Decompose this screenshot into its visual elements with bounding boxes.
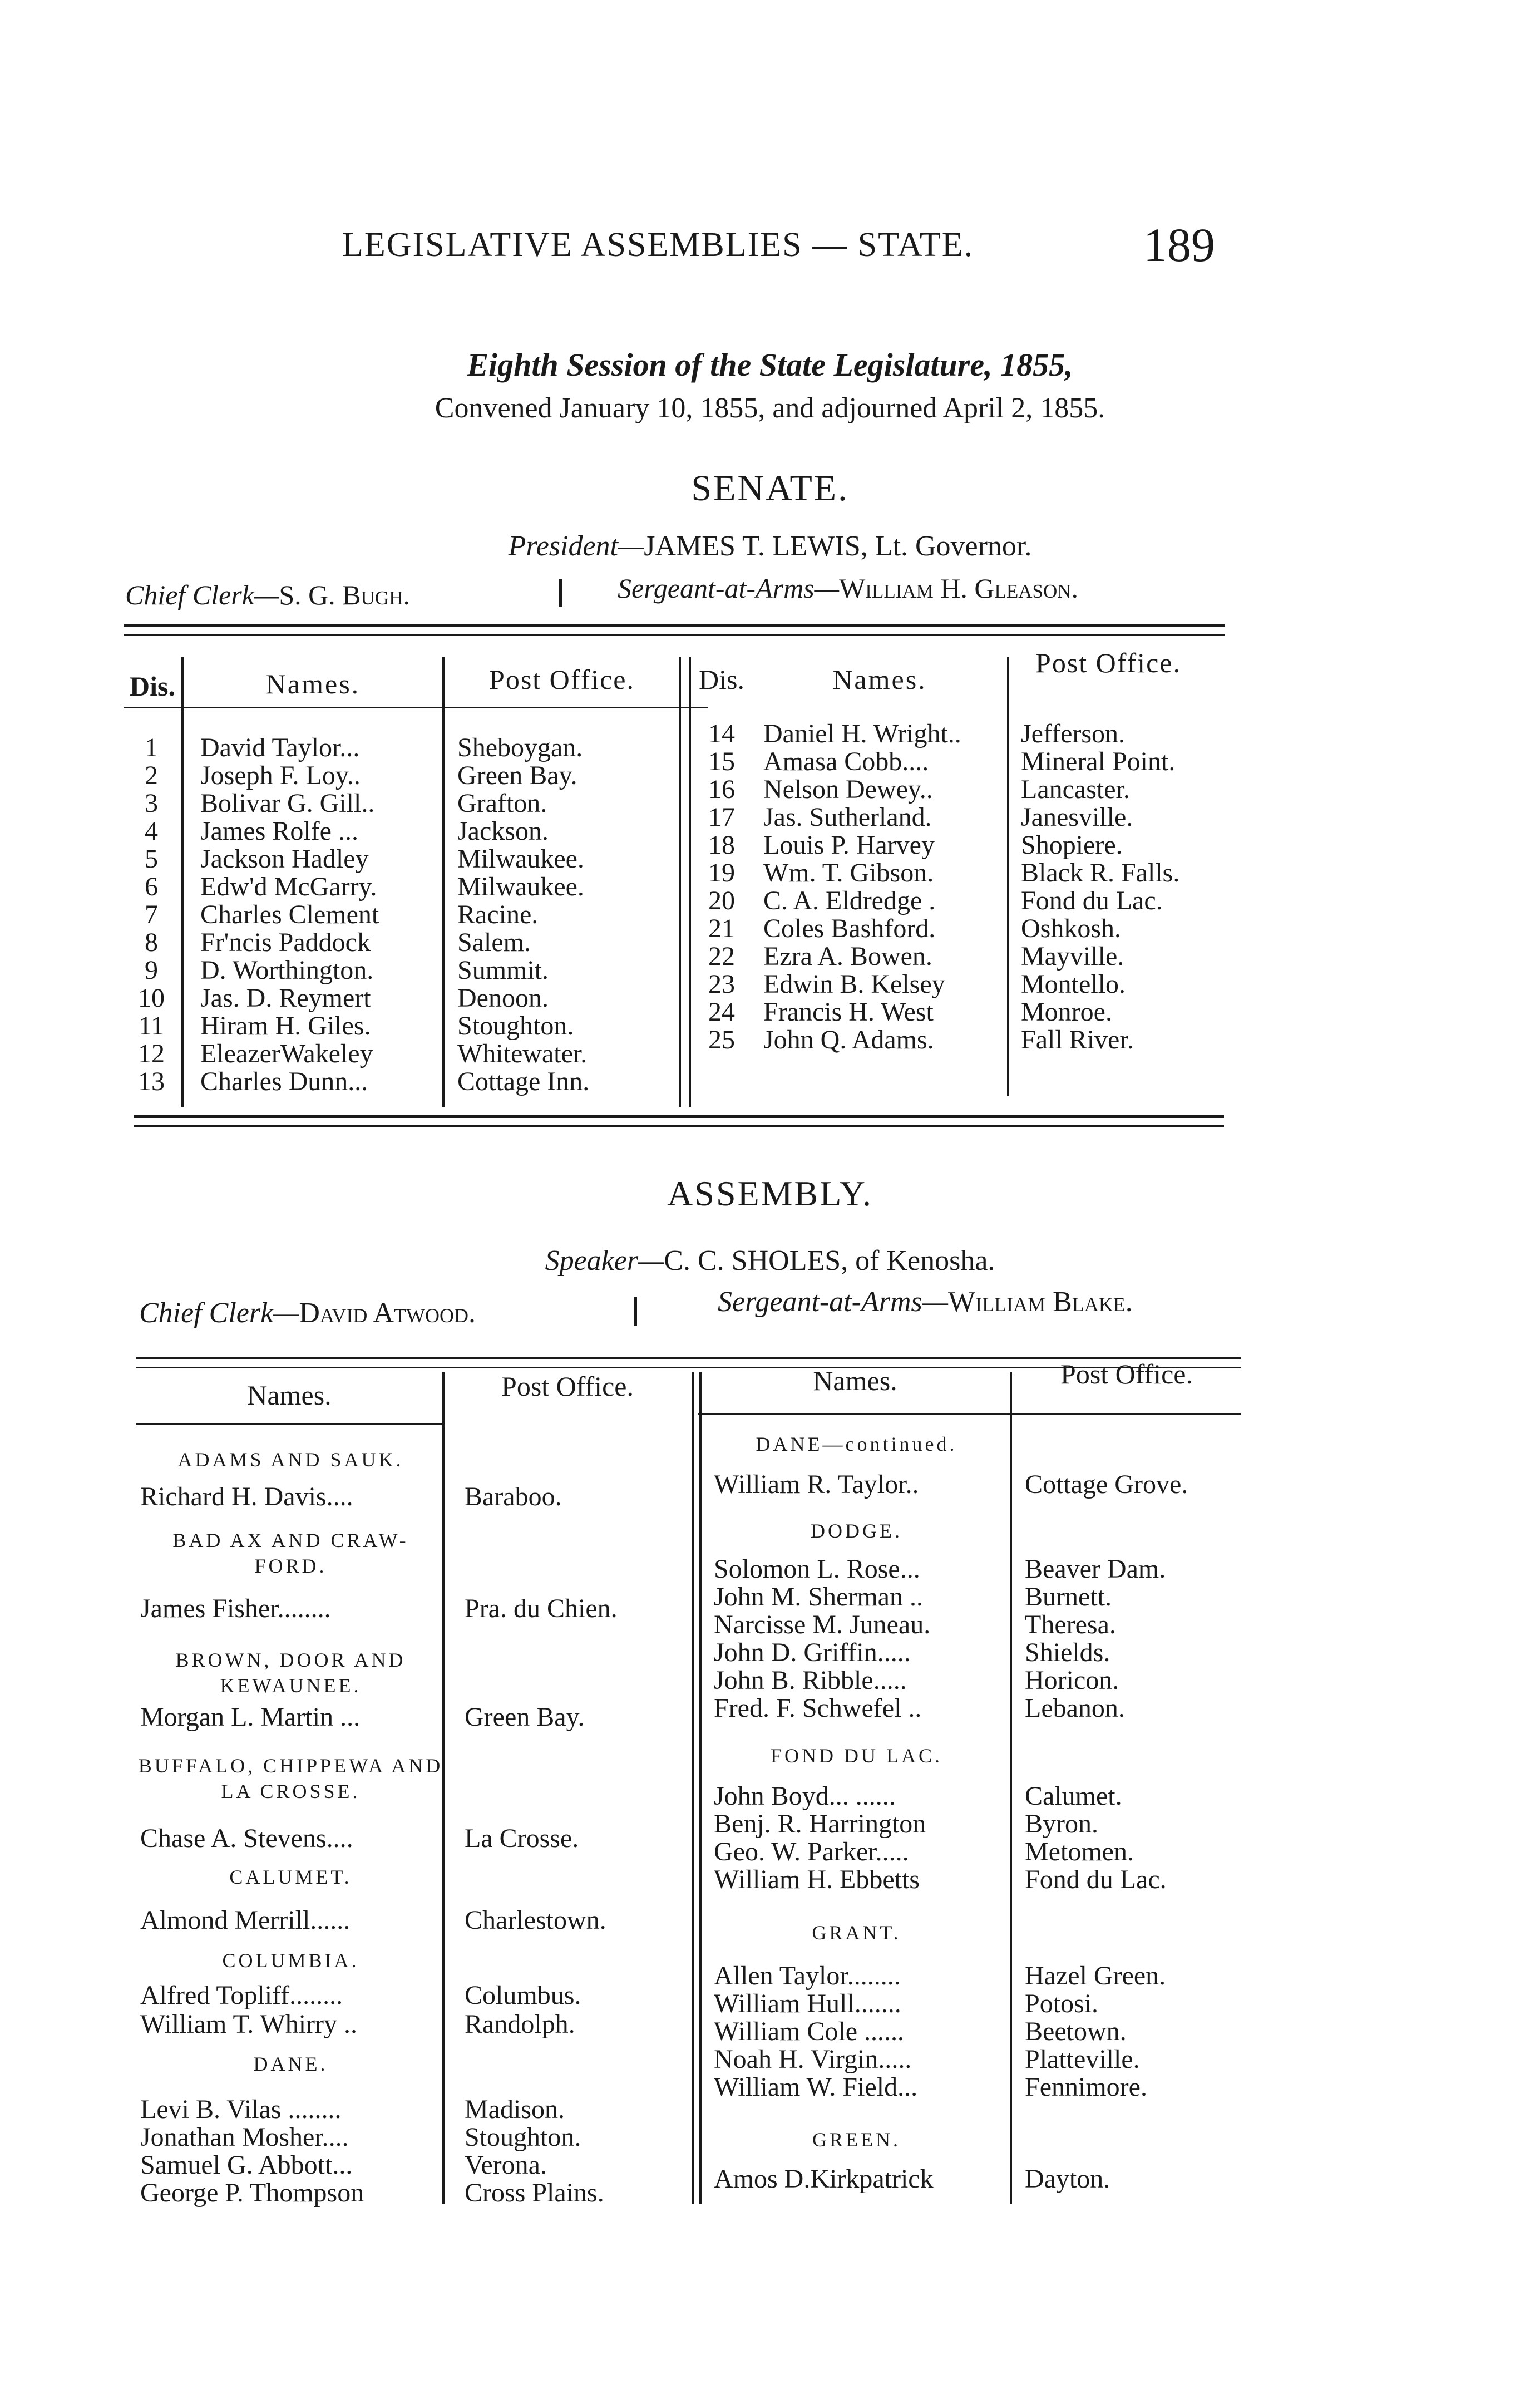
senate-post-office: Montello. <box>1021 969 1126 999</box>
senate-post-office: Denoon. <box>457 983 549 1013</box>
senate-district-number: 22 <box>708 942 735 971</box>
assembly-member-name: Fred. F. Schwefel .. <box>714 1693 922 1723</box>
assembly-post-office: Metomen. <box>1025 1837 1134 1866</box>
assembly-post-office: Green Bay. <box>465 1702 585 1732</box>
county-section-header: GRANT. <box>812 1922 901 1944</box>
senate-col-line-1 <box>181 657 184 1107</box>
assembly-member-name: John D. Griffin..... <box>714 1638 911 1667</box>
senate-bottom-rule-1 <box>134 1115 1224 1118</box>
assembly-col-names-2: Names. <box>813 1365 897 1396</box>
senate-district-number: 10 <box>138 983 165 1013</box>
senate-post-office: Racine. <box>457 900 539 929</box>
senate-post-office: Fall River. <box>1021 1025 1134 1055</box>
session-title: Eighth Session of the State Legislature, 1855, <box>467 347 1073 383</box>
assembly-post-office: Columbus. <box>465 1981 581 2010</box>
senate-district-number: 18 <box>708 830 735 860</box>
county-section-header: ADAMS AND SAUK. <box>177 1449 404 1471</box>
senate-post-office: Mineral Point. <box>1021 747 1176 776</box>
assembly-post-office: Calumet. <box>1025 1781 1122 1811</box>
senate-member-name: John Q. Adams. <box>763 1025 934 1055</box>
senate-post-office: Grafton. <box>457 789 547 818</box>
assembly-post-office: Byron. <box>1025 1809 1098 1839</box>
senate-president-line <box>0 530 1540 563</box>
assembly-heading: ASSEMBLY. <box>667 1174 873 1213</box>
assembly-sergeant-label: Sergeant-at-Arms— <box>718 1286 949 1318</box>
assembly-member-name: Narcisse M. Juneau. <box>714 1610 931 1639</box>
senate-col-post-2: Post Office. <box>1035 647 1181 678</box>
senate-post-office: Milwaukee. <box>457 844 584 874</box>
senate-member-name: D. Worthington. <box>200 955 374 985</box>
assembly-col-line-2 <box>692 1372 694 2204</box>
assembly-member-name: Amos D.Kirkpatrick <box>714 2164 934 2194</box>
county-section-header: COLUMBIA. <box>222 1949 359 1972</box>
session-dates: Convened January 10, 1855, and adjourned April 2, 1855. <box>435 392 1105 424</box>
senate-post-office: Black R. Falls. <box>1021 858 1180 888</box>
assembly-post-office: Madison. <box>465 2095 565 2124</box>
assembly-col-line-4 <box>1010 1372 1012 2204</box>
senate-col-names-2: Names. <box>832 664 927 695</box>
assembly-member-name: James Fisher........ <box>140 1594 331 1623</box>
county-section-header: BROWN, DOOR AND KEWAUNEE. <box>175 1649 406 1697</box>
senate-member-name: Bolivar G. Gill.. <box>200 789 375 818</box>
senate-post-office: Cottage Inn. <box>457 1067 590 1096</box>
senate-district-number: 3 <box>145 789 158 818</box>
senate-district-number: 2 <box>145 761 158 790</box>
county-section-header: CALUMET. <box>229 1866 352 1888</box>
senate-district-number: 20 <box>708 886 735 915</box>
assembly-member-name: Allen Taylor........ <box>714 1961 901 1991</box>
senate-district-number: 7 <box>145 900 158 929</box>
senate-post-office: Janesville. <box>1021 802 1133 832</box>
senate-member-name: Fr'ncis Paddock <box>200 928 371 957</box>
assembly-post-office: Pra. du Chien. <box>465 1594 618 1623</box>
assembly-post-office: La Crosse. <box>465 1824 579 1853</box>
senate-district-number: 11 <box>138 1011 165 1041</box>
senate-district-number: 21 <box>708 914 735 943</box>
assembly-member-name: Benj. R. Harrington <box>714 1809 926 1839</box>
senate-post-office: Monroe. <box>1021 997 1112 1027</box>
senate-member-name: Charles Dunn... <box>200 1067 368 1096</box>
assembly-member-name: Almond Merrill...... <box>140 1905 351 1935</box>
assembly-post-office: Platteville. <box>1025 2045 1140 2074</box>
assembly-post-office: Lebanon. <box>1025 1693 1125 1723</box>
assembly-member-name: John M. Sherman .. <box>714 1582 923 1612</box>
senate-col-line-3 <box>679 657 681 1107</box>
assembly-post-office: Shields. <box>1025 1638 1110 1667</box>
assembly-sergeant-name: William Blake. <box>948 1286 1133 1318</box>
senate-district-number: 13 <box>138 1067 165 1096</box>
assembly-clerk-divider <box>634 1297 637 1326</box>
senate-col-line-2 <box>442 657 445 1107</box>
assembly-post-office: Burnett. <box>1025 1582 1112 1612</box>
assembly-member-name: William Cole ...... <box>714 2017 905 2046</box>
senate-post-office: Whitewater. <box>457 1039 588 1068</box>
county-section-header: BAD AX AND CRAW- FORD. <box>172 1529 409 1577</box>
president-name: JAMES T. LEWIS, Lt. Governor. <box>644 530 1032 562</box>
assembly-member-name: John B. Ribble..... <box>714 1666 907 1695</box>
senate-district-number: 23 <box>708 969 735 999</box>
assembly-post-office: Fennimore. <box>1025 2072 1147 2102</box>
assembly-speaker-line <box>0 1244 1540 1277</box>
senate-header-rule <box>124 707 708 708</box>
assembly-member-name: Samuel G. Abbott... <box>140 2150 353 2180</box>
senate-member-name: David Taylor... <box>200 733 360 762</box>
president-label: President— <box>508 530 644 562</box>
senate-post-office: Fond du Lac. <box>1021 886 1163 915</box>
senate-heading: SENATE. <box>691 468 849 509</box>
senate-member-name: Louis P. Harvey <box>763 830 935 860</box>
assembly-member-name: William Hull....... <box>714 1989 901 2018</box>
county-section-header: FOND DU LAC. <box>770 1745 942 1767</box>
page-number: 189 <box>1143 218 1215 272</box>
assembly-member-name: Jonathan Mosher.... <box>140 2122 349 2152</box>
senate-member-name: Jas. Sutherland. <box>763 802 932 832</box>
senate-district-number: 12 <box>138 1039 165 1068</box>
county-section-header: DANE. <box>253 2053 328 2075</box>
chief-clerk-name: S. G. Bugh. <box>279 579 410 610</box>
assembly-post-office: Hazel Green. <box>1025 1961 1166 1991</box>
senate-col-dis-2: Dis. <box>699 664 744 695</box>
senate-post-office: Summit. <box>457 955 549 985</box>
assembly-member-name: Levi B. Vilas ........ <box>140 2095 342 2124</box>
assembly-clerk-label: Chief Clerk— <box>139 1297 299 1329</box>
senate-district-number: 8 <box>145 928 158 957</box>
assembly-post-office: Horicon. <box>1025 1666 1119 1695</box>
senate-district-number: 17 <box>708 802 735 832</box>
senate-member-name: C. A. Eldredge . <box>763 886 936 915</box>
assembly-post-office: Cross Plains. <box>465 2178 604 2208</box>
senate-member-name: James Rolfe ... <box>200 816 358 846</box>
assembly-post-office: Fond du Lac. <box>1025 1865 1167 1894</box>
senate-district-number: 19 <box>708 858 735 888</box>
assembly-post-office: Verona. <box>465 2150 547 2180</box>
senate-bottom-rule-2 <box>134 1125 1224 1127</box>
sergeant-name: William H. Gleason. <box>839 573 1079 604</box>
senate-district-number: 16 <box>708 775 735 804</box>
senate-member-name: Charles Clement <box>200 900 379 929</box>
assembly-col-names: Names. <box>247 1380 332 1411</box>
senate-district-number: 9 <box>145 955 158 985</box>
assembly-col-post-2: Post Office. <box>1060 1358 1193 1390</box>
assembly-member-name: George P. Thompson <box>140 2178 364 2208</box>
senate-member-name: Joseph F. Loy.. <box>200 761 361 790</box>
chief-clerk-label: Chief Clerk— <box>125 579 279 610</box>
assembly-clerk-line <box>139 1297 476 1329</box>
senate-post-office: Shopiere. <box>1021 830 1123 860</box>
senate-district-number: 1 <box>145 733 158 762</box>
senate-district-number: 14 <box>708 719 735 748</box>
assembly-member-name: Alfred Topliff........ <box>140 1981 343 2010</box>
senate-sergeant-line <box>618 572 1078 604</box>
speaker-name: C. C. SHOLES, of Kenosha. <box>664 1245 995 1277</box>
assembly-member-name: John Boyd... ...... <box>714 1781 896 1811</box>
assembly-member-name: Morgan L. Martin ... <box>140 1702 361 1732</box>
county-section-header: DODGE. <box>811 1520 902 1542</box>
assembly-member-name: William R. Taylor.. <box>714 1470 919 1499</box>
senate-post-office: Oshkosh. <box>1021 914 1122 943</box>
senate-post-office: Mayville. <box>1021 942 1124 971</box>
assembly-member-name: Chase A. Stevens.... <box>140 1824 353 1853</box>
assembly-sergeant-line <box>718 1285 1133 1318</box>
assembly-post-office: Theresa. <box>1025 1610 1116 1639</box>
senate-member-name: Daniel H. Wright.. <box>763 719 961 748</box>
senate-district-number: 4 <box>145 816 158 846</box>
senate-member-name: Wm. T. Gibson. <box>763 858 934 888</box>
senate-post-office: Green Bay. <box>457 761 578 790</box>
speaker-label: Speaker— <box>545 1245 664 1277</box>
senate-col-line-5 <box>1007 657 1009 1096</box>
assembly-member-name: Geo. W. Parker..... <box>714 1837 909 1866</box>
senate-district-number: 5 <box>145 844 158 874</box>
senate-member-name: Coles Bashford. <box>763 914 936 943</box>
assembly-post-office: Randolph. <box>465 2009 575 2039</box>
assembly-member-name: Noah H. Virgin..... <box>714 2045 912 2074</box>
county-section-header: GREEN. <box>812 2129 901 2151</box>
senate-member-name: Amasa Cobb.... <box>763 747 929 776</box>
assembly-header-rule-1 <box>136 1423 442 1425</box>
senate-post-office: Jefferson. <box>1021 719 1126 748</box>
assembly-col-line-3 <box>699 1372 702 2204</box>
assembly-post-office: Beetown. <box>1025 2017 1127 2046</box>
senate-top-rule-2 <box>124 634 1225 636</box>
senate-member-name: Jas. D. Reymert <box>200 983 371 1013</box>
assembly-col-post: Post Office. <box>501 1371 634 1402</box>
senate-post-office: Sheboygan. <box>457 733 583 762</box>
assembly-post-office: Dayton. <box>1025 2164 1110 2194</box>
senate-member-name: Hiram H. Giles. <box>200 1011 371 1041</box>
assembly-member-name: Solomon L. Rose... <box>714 1554 920 1584</box>
senate-member-name: EleazerWakeley <box>200 1039 373 1068</box>
senate-district-number: 25 <box>708 1025 735 1055</box>
senate-clerk-line <box>125 579 410 611</box>
assembly-clerk-name: David Atwood. <box>299 1297 476 1329</box>
assembly-post-office: Cottage Grove. <box>1025 1470 1188 1499</box>
senate-member-name: Ezra A. Bowen. <box>763 942 932 971</box>
assembly-member-name: Richard H. Davis.... <box>140 1482 353 1511</box>
senate-post-office: Milwaukee. <box>457 872 584 902</box>
assembly-post-office: Stoughton. <box>465 2122 581 2152</box>
senate-member-name: Francis H. West <box>763 997 934 1027</box>
sergeant-label: Sergeant-at-Arms— <box>618 573 840 604</box>
senate-top-rule-1 <box>124 624 1225 627</box>
county-section-header: BUFFALO, CHIPPEWA AND LA CROSSE. <box>138 1755 443 1802</box>
senate-post-office: Jackson. <box>457 816 549 846</box>
senate-col-post: Post Office. <box>489 664 635 695</box>
senate-district-number: 24 <box>708 997 735 1027</box>
senate-post-office: Lancaster. <box>1021 775 1130 804</box>
running-title: LEGISLATIVE ASSEMBLIES — STATE. <box>342 226 974 264</box>
assembly-member-name: William W. Field... <box>714 2072 918 2102</box>
senate-member-name: Jackson Hadley <box>200 844 369 874</box>
clerk-divider <box>559 579 562 607</box>
assembly-post-office: Baraboo. <box>465 1482 562 1511</box>
senate-post-office: Stoughton. <box>457 1011 574 1041</box>
assembly-member-name: William T. Whirry .. <box>140 2009 357 2039</box>
assembly-post-office: Beaver Dam. <box>1025 1554 1166 1584</box>
senate-member-name: Nelson Dewey.. <box>763 775 933 804</box>
senate-member-name: Edwin B. Kelsey <box>763 969 945 999</box>
senate-district-number: 6 <box>145 872 158 902</box>
senate-district-number: 15 <box>708 747 735 776</box>
senate-member-name: Edw'd McGarry. <box>200 872 377 902</box>
assembly-header-rule-2 <box>698 1413 1241 1415</box>
assembly-member-name: William H. Ebbetts <box>714 1865 920 1894</box>
county-section-header: DANE—continued. <box>756 1433 957 1455</box>
assembly-post-office: Charlestown. <box>465 1905 606 1935</box>
assembly-post-office: Potosi. <box>1025 1989 1099 2018</box>
senate-col-dis: Dis. <box>130 671 175 702</box>
senate-col-names: Names. <box>265 668 361 699</box>
senate-post-office: Salem. <box>457 928 531 957</box>
